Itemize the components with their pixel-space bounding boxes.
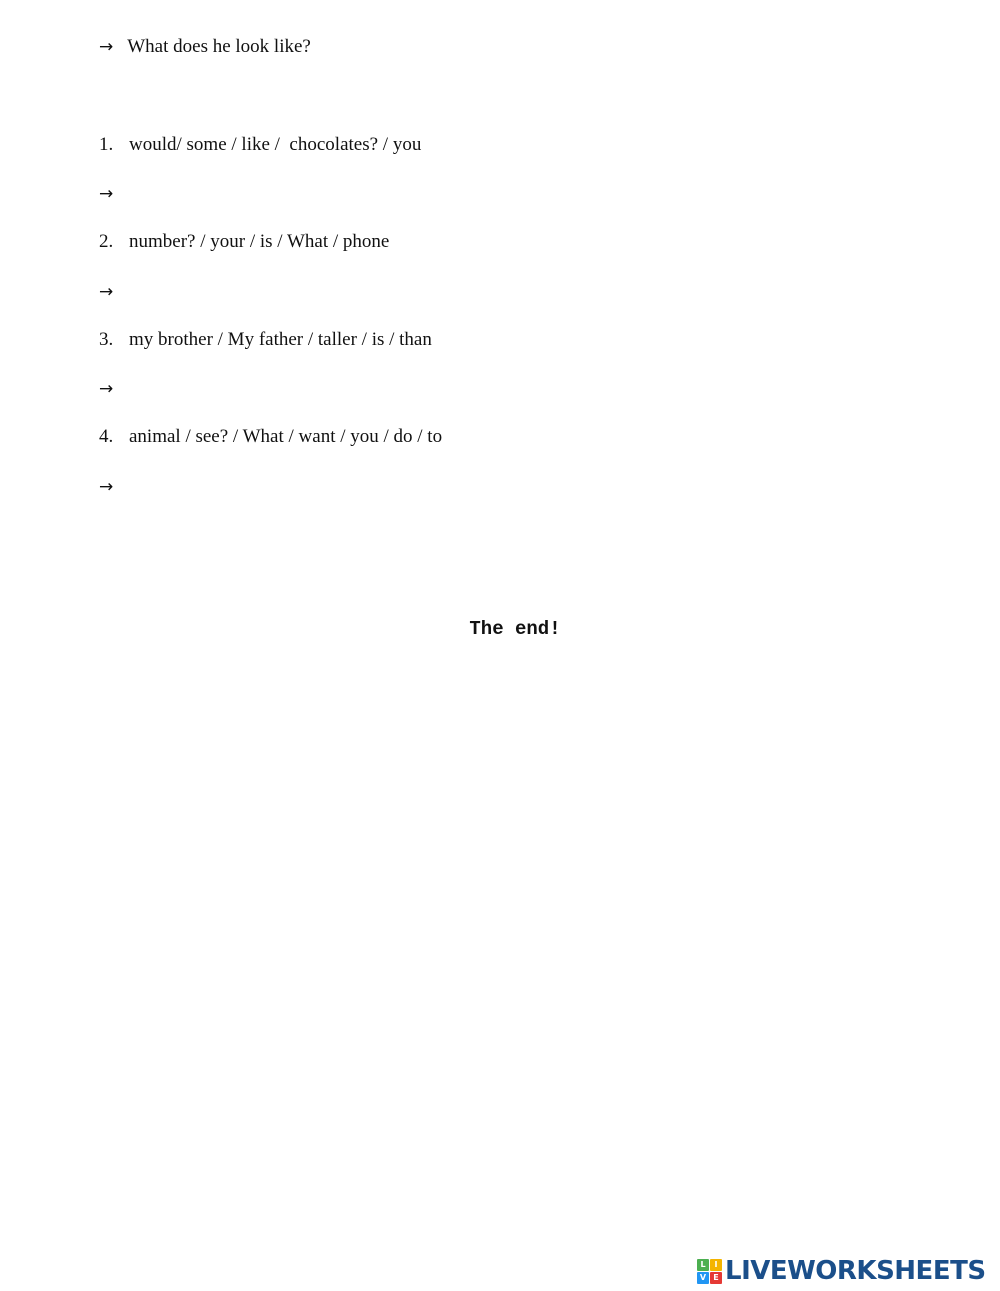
question-text: my brother / My father / taller / is / than (129, 329, 432, 350)
arrow-icon: → (99, 37, 114, 57)
question-4 (99, 425, 442, 449)
logo-text: LIVEWORKSHEETS (725, 1256, 986, 1286)
question-1 (99, 133, 421, 157)
logo-tile-v: V (697, 1272, 709, 1284)
answer-line-1[interactable] (99, 182, 884, 206)
answer-line-4[interactable] (99, 475, 884, 499)
logo-tile-i: I (710, 1259, 722, 1271)
answer-blank[interactable] (115, 182, 884, 206)
answer-line-3[interactable] (99, 377, 884, 401)
question-2 (99, 230, 389, 254)
logo-tiles (697, 1259, 722, 1284)
answer-blank[interactable] (115, 280, 884, 304)
answer-blank[interactable] (115, 475, 884, 499)
question-text: animal / see? / What / want / you / do / to (129, 426, 443, 447)
question-text: number? / your / is / What / phone (129, 231, 390, 252)
example-text: What does he look like? (127, 36, 311, 57)
question-text: would/ some / like / chocolates? / you (129, 134, 422, 155)
liveworksheets-logo (697, 1258, 986, 1284)
arrow-icon: → (99, 379, 114, 399)
arrow-icon: → (99, 184, 114, 204)
question-3 (99, 328, 432, 352)
answer-line-2[interactable] (99, 280, 884, 304)
arrow-icon: → (99, 282, 114, 302)
question-number: 3. (99, 329, 114, 350)
arrow-icon: → (99, 477, 114, 497)
logo-tile-e: E (710, 1272, 722, 1284)
logo-tile-l: L (697, 1259, 709, 1271)
the-end-text: The end! (469, 618, 561, 640)
example-line (99, 35, 311, 59)
question-number: 4. (99, 426, 114, 447)
question-number: 1. (99, 134, 114, 155)
answer-blank[interactable] (115, 377, 884, 401)
question-number: 2. (99, 231, 114, 252)
